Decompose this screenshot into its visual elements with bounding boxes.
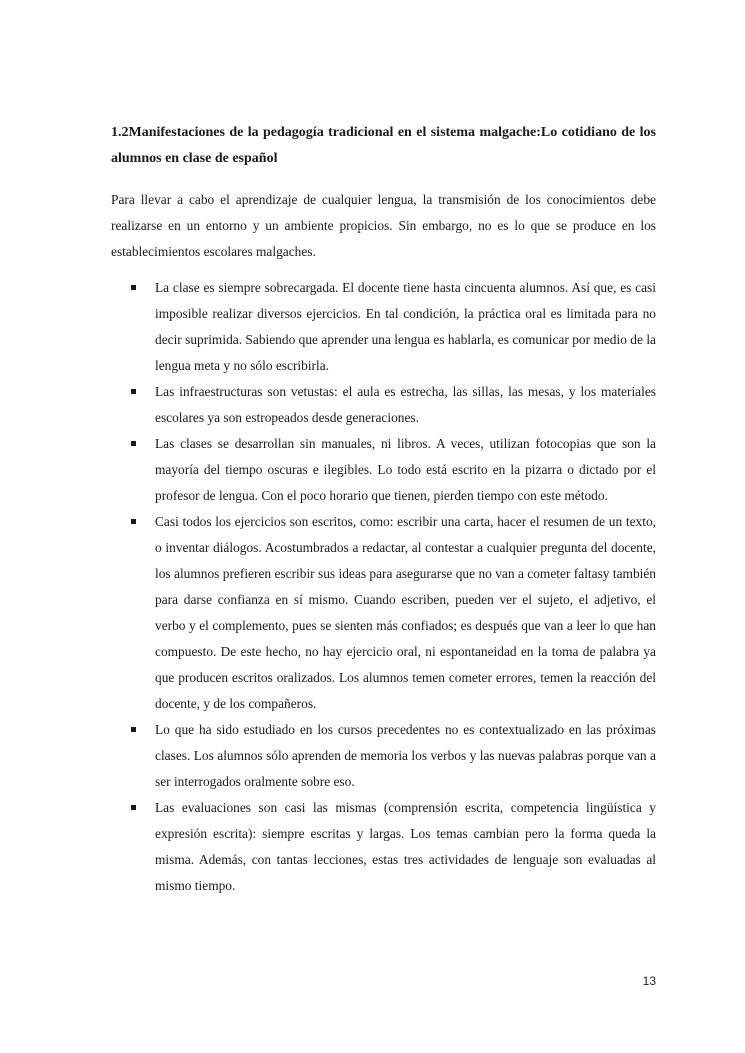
square-bullet-icon: [131, 285, 136, 290]
square-bullet-icon: [131, 727, 136, 732]
list-item: [111, 379, 656, 431]
list-item: [111, 431, 656, 509]
intro-paragraph: Para llevar a cabo el aprendizaje de cualquier lengua, la transmisión de los conocimientos debe realizarse en un entorno y un ambiente propicios. Sin embargo, no es lo que se produce en los establecimientos escolares malgaches.: [111, 192, 656, 259]
list-item-text: Lo que ha sido estudiado en los cursos precedentes no es contextualizado en las próximas clases. Los alumnos sólo aprenden de memoria los verbos y las nuevas palabras porque van a ser interrogados oralmente sobre eso.: [155, 722, 656, 789]
square-bullet-icon: [131, 389, 136, 394]
page-number: 13: [642, 974, 656, 988]
list-item: [111, 275, 656, 379]
page-content: [111, 120, 656, 899]
list-item-text: La clase es siempre sobrecargada. El docente tiene hasta cincuenta alumnos. Así que, es casi imposible realizar diversos ejercicios. En tal condición, la práctica oral es limitada para no decir suprimida. Sabiendo que aprender una lengua es hablarla, es comunicar por medio de la lengua meta y no sólo escribirla.: [155, 280, 656, 373]
list-item: [111, 717, 656, 795]
square-bullet-icon: [131, 519, 136, 524]
list-item: [111, 509, 656, 717]
list-item: [111, 795, 656, 899]
bullet-list: [111, 275, 656, 899]
section-heading: 1.2Manifestaciones de la pedagogía tradicional en el sistema malgache:Lo cotidiano de los alumnos en clase de español: [111, 125, 656, 166]
square-bullet-icon: [131, 805, 136, 810]
list-item-text: Las evaluaciones son casi las mismas (comprensión escrita, competencia lingüística y expresión escrita): siempre escritas y largas. Los temas cambian pero la forma queda la misma. Además, con tantas lecciones, estas tres actividades de lenguaje son evaluadas al mismo tiempo.: [155, 800, 656, 893]
list-item-text: Casi todos los ejercicios son escritos, como: escribir una carta, hacer el resumen de un texto, o inventar diálogos. Acostumbrados a redactar, al contestar a cualquier pregunta del docente, los alumnos prefieren escribir sus ideas para asegurarse que no van a cometer faltasy también para darse confianza en sí mismo. Cuando escriben, pueden ver el sujeto, el adjetivo, el verbo y el complemento, pues se sienten más confiados; es después que van a leer lo que han compuesto. De este hecho, no hay ejercicio oral, ni espontaneidad en la toma de palabra ya que producen escritos oralizados. Los alumnos temen cometer errores, temen la reacción del docente, y de los compañeros.: [155, 514, 656, 711]
list-item-text: Las infraestructuras son vetustas: el aula es estrecha, las sillas, las mesas, y los materiales escolares ya son estropeados desde generaciones.: [155, 384, 656, 425]
square-bullet-icon: [131, 441, 136, 446]
list-item-text: Las clases se desarrollan sin manuales, ni libros. A veces, utilizan fotocopias que son la mayoría del tiempo oscuras e ilegibles. Lo todo está escrito en la pizarra o dictado por el profesor de lengua. Con el poco horario que tienen, pierden tiempo con este método.: [155, 436, 656, 503]
